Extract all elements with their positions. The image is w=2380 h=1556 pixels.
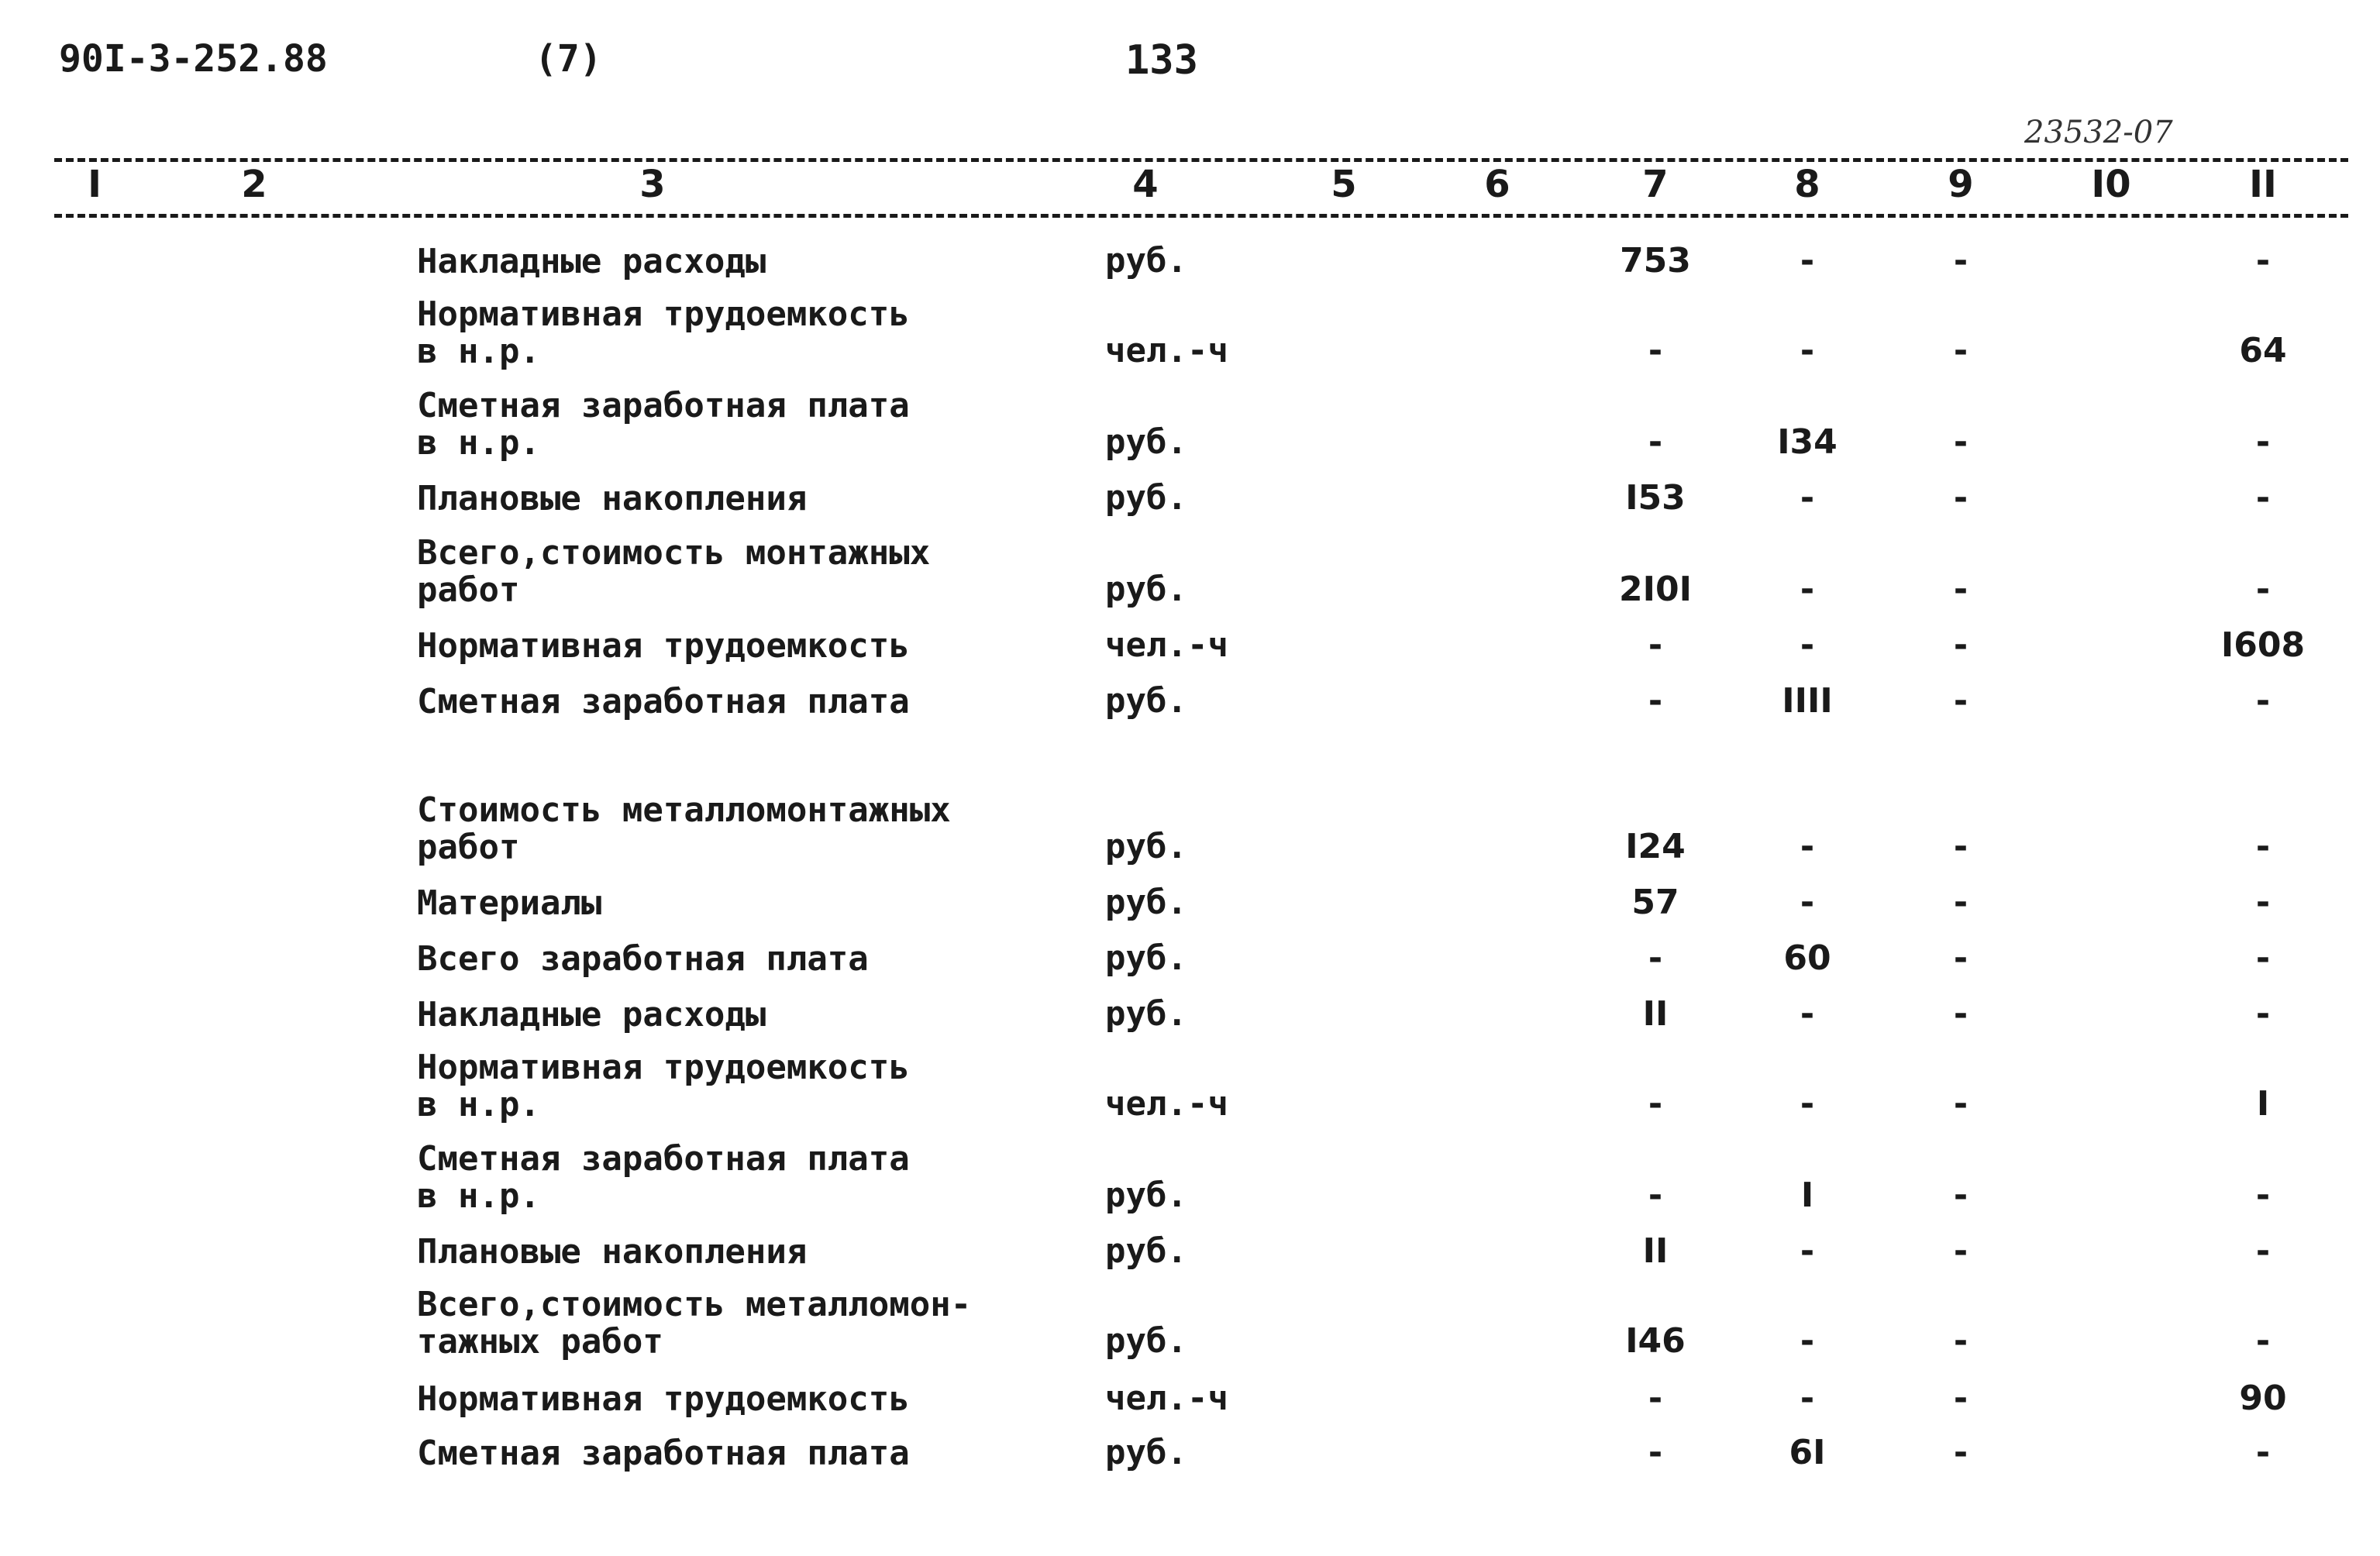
column-number: 3 (639, 163, 666, 206)
row-label: Сметная заработная плата в н.р. (417, 1139, 910, 1216)
row-value-col-11: - (2255, 827, 2271, 866)
row-value-col-11: - (2255, 241, 2271, 281)
row-value-col-9: - (1953, 938, 1968, 978)
row-value-col-11: - (2255, 478, 2271, 518)
row-value-col-9: - (1953, 883, 1968, 922)
row-value-col-8: 60 (1783, 938, 1831, 978)
column-number: 9 (1948, 163, 1974, 206)
row-value-col-9: - (1953, 1176, 1968, 1215)
row-value-col-11: I (2256, 1084, 2270, 1124)
row-unit: руб. (1105, 883, 1187, 922)
row-value-col-8: - (1800, 1084, 1815, 1124)
sheet-number: (7) (535, 37, 602, 81)
row-value-col-9: - (1953, 331, 1968, 370)
row-value-col-7: - (1648, 1084, 1663, 1124)
page-number: 133 (1125, 37, 1198, 84)
row-label: Всего,стоимость металломон- тажных работ (417, 1285, 972, 1362)
row-value-col-7: I53 (1625, 478, 1686, 518)
table-row (0, 1379, 2380, 1472)
row-unit: руб. (1105, 938, 1187, 978)
row-value-col-11: - (2255, 422, 2271, 462)
row-unit: чел.-ч (1105, 331, 1228, 370)
row-value-col-9: - (1953, 1084, 1968, 1124)
row-value-col-8: - (1800, 827, 1815, 866)
row-value-col-7: - (1648, 625, 1663, 665)
row-label: Стоимость металломонтажных работ (417, 790, 951, 867)
row-value-col-7: 753 (1620, 241, 1691, 281)
row-value-col-8: - (1800, 994, 1815, 1034)
row-value-col-11: - (2255, 994, 2271, 1034)
table-row (0, 188, 2380, 281)
row-value-col-8: I34 (1777, 422, 1838, 462)
row-value-col-9: - (1953, 478, 1968, 518)
row-value-col-9: - (1953, 570, 1968, 609)
row-value-col-8: - (1800, 1231, 1815, 1271)
table-row (0, 1178, 2380, 1271)
column-number: 4 (1132, 163, 1159, 206)
row-value-col-7: - (1648, 422, 1663, 462)
row-value-col-11: - (2255, 1321, 2271, 1361)
row-value-col-7: - (1648, 1176, 1663, 1215)
row-value-col-8: - (1800, 1321, 1815, 1361)
row-unit: руб. (1105, 478, 1187, 518)
document-code: 90I-3-252.88 (59, 37, 328, 81)
table-row (0, 625, 2380, 721)
row-value-col-8: - (1800, 625, 1815, 665)
row-label: Нормативная трудоемкость (417, 1379, 910, 1419)
row-unit: руб. (1105, 570, 1187, 609)
table-row (0, 1031, 2380, 1124)
row-value-col-8: IIII (1782, 681, 1833, 721)
row-label: Всего,стоимость монтажных работ (417, 533, 931, 610)
column-number: 7 (1642, 163, 1669, 206)
row-label: Плановые накопления (417, 479, 808, 518)
row-value-col-7: - (1648, 1379, 1663, 1418)
row-value-col-7: 2I0I (1619, 570, 1692, 609)
row-label: Накладные расходы (417, 995, 766, 1034)
column-number: 5 (1331, 163, 1357, 206)
row-unit: руб. (1105, 422, 1187, 462)
row-label: Нормативная трудоемкость (417, 626, 910, 666)
row-value-col-11: 64 (2239, 331, 2287, 370)
row-value-col-7: II (1642, 1231, 1669, 1271)
row-label: Сметная заработная плата (417, 1434, 910, 1473)
row-unit: руб. (1105, 1231, 1187, 1271)
row-value-col-11: - (2255, 1433, 2271, 1472)
row-value-col-9: - (1953, 994, 1968, 1034)
row-unit: руб. (1105, 1321, 1187, 1361)
row-unit: руб. (1105, 994, 1187, 1034)
row-value-col-7: I24 (1625, 827, 1686, 866)
row-label: Нормативная трудоемкость в н.р. (417, 1048, 910, 1124)
row-value-col-9: - (1953, 1379, 1968, 1418)
row-value-col-7: II (1642, 994, 1669, 1034)
row-unit: руб. (1105, 827, 1187, 866)
row-value-col-9: - (1953, 241, 1968, 281)
row-value-col-11: - (2255, 570, 2271, 609)
row-label: Всего заработная плата (417, 939, 869, 979)
row-unit: чел.-ч (1105, 1379, 1228, 1418)
column-number: 6 (1484, 163, 1510, 206)
row-value-col-9: - (1953, 625, 1968, 665)
row-value-col-7: - (1648, 1433, 1663, 1472)
row-value-col-9: - (1953, 1231, 1968, 1271)
column-number: 2 (241, 163, 267, 206)
row-unit: руб. (1105, 1433, 1187, 1472)
row-unit: чел.-ч (1105, 625, 1228, 665)
row-value-col-8: - (1800, 883, 1815, 922)
row-value-col-8: - (1800, 478, 1815, 518)
table-row (0, 277, 2380, 370)
column-number: I (88, 163, 102, 206)
row-value-col-11: I608 (2220, 625, 2306, 665)
row-value-col-9: - (1953, 827, 1968, 866)
row-value-col-7: - (1648, 938, 1663, 978)
row-value-col-8: - (1800, 570, 1815, 609)
row-label: Материалы (417, 883, 602, 923)
column-number: II (2249, 163, 2277, 206)
row-unit: руб. (1105, 1176, 1187, 1215)
row-value-col-11: - (2255, 938, 2271, 978)
row-value-col-8: I (1800, 1176, 1814, 1215)
row-unit: чел.-ч (1105, 1084, 1228, 1124)
row-value-col-9: - (1953, 1321, 1968, 1361)
row-value-col-8: 6I (1789, 1433, 1826, 1472)
column-number: 8 (1794, 163, 1820, 206)
row-unit: руб. (1105, 241, 1187, 281)
row-value-col-9: - (1953, 1433, 1968, 1472)
row-value-col-11: - (2255, 1176, 2271, 1215)
row-label: Сметная заработная плата (417, 682, 910, 721)
table-row (0, 938, 2380, 1034)
row-value-col-7: 57 (1631, 883, 1679, 922)
row-label: Сметная заработная плата в н.р. (417, 386, 910, 463)
row-value-col-11: - (2255, 883, 2271, 922)
row-value-col-8: - (1800, 241, 1815, 281)
row-label: Нормативная трудоемкость в н.р. (417, 294, 910, 371)
row-value-col-9: - (1953, 681, 1968, 721)
row-value-col-8: - (1800, 331, 1815, 370)
row-value-col-11: - (2255, 681, 2271, 721)
row-unit: руб. (1105, 681, 1187, 721)
row-value-col-8: - (1800, 1379, 1815, 1418)
archive-code-handwritten: 23532-07 (2024, 115, 2173, 150)
row-value-col-9: - (1953, 422, 1968, 462)
column-number: I0 (2091, 163, 2131, 206)
row-value-col-7: - (1648, 331, 1663, 370)
row-value-col-11: - (2255, 1231, 2271, 1271)
row-label: Накладные расходы (417, 242, 766, 281)
row-label: Плановые накопления (417, 1232, 808, 1272)
row-value-col-7: - (1648, 681, 1663, 721)
row-value-col-11: 90 (2239, 1379, 2287, 1418)
row-value-col-7: I46 (1625, 1321, 1686, 1361)
